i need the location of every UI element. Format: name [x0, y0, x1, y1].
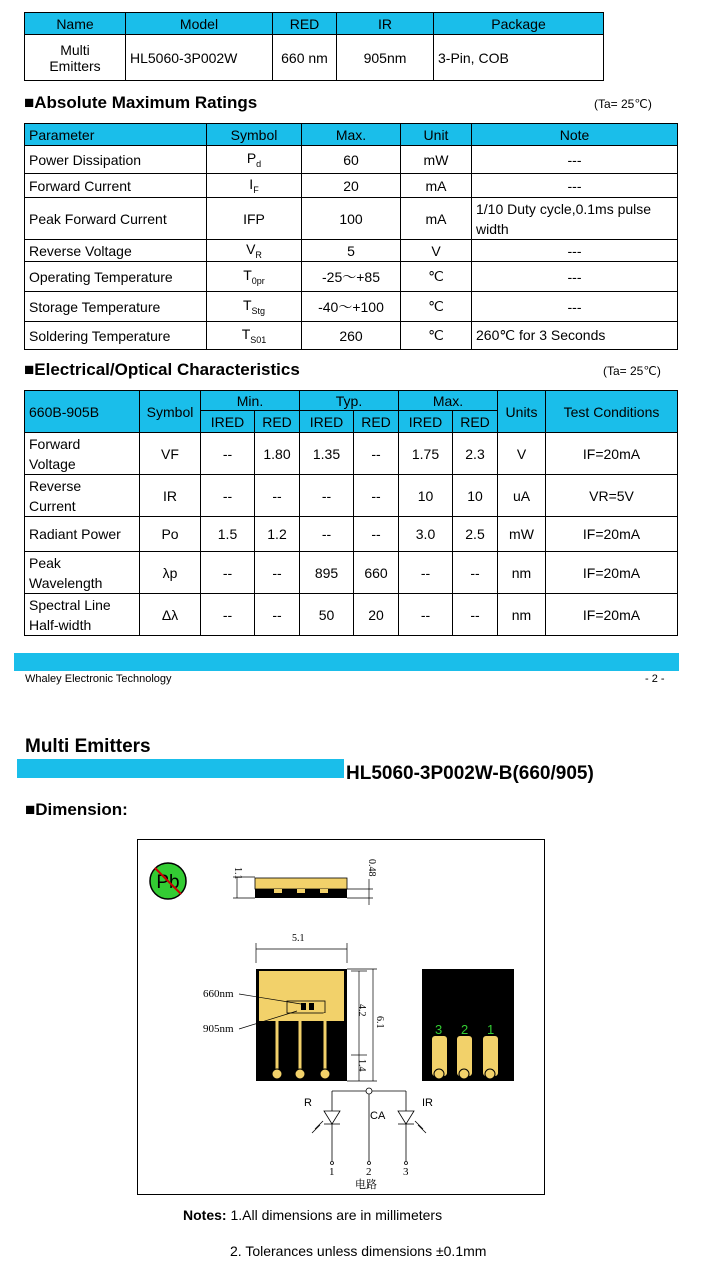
top-table — [24, 12, 604, 81]
amr-unit: mA — [401, 174, 472, 198]
amr-max: -25～+85 — [302, 262, 401, 292]
table-row — [25, 174, 678, 198]
back-pin-3: 3 — [435, 1022, 443, 1037]
page-heading: Multi Emitters — [25, 736, 151, 757]
eoc-symbol: Δλ — [140, 594, 201, 636]
dimension-drawing — [137, 839, 545, 1195]
eoc-cond: IF=20mA — [546, 552, 678, 594]
eoc-value: -- — [354, 433, 399, 475]
eoc-header-max: Max. — [399, 391, 498, 411]
eoc-param — [25, 594, 140, 636]
amr-note: --- — [472, 262, 678, 292]
eoc-header-min: Min. — [201, 391, 300, 411]
eoc-sub-header: IRED — [300, 411, 354, 433]
amr-header-parameter: Parameter — [25, 124, 207, 146]
cell-name — [25, 35, 126, 81]
amr-max: 60 — [302, 146, 401, 174]
cell-ir: 905nm — [337, 35, 434, 81]
eoc-value: 10 — [453, 475, 498, 517]
eoc-value: 20 — [354, 594, 399, 636]
eoc-value: -- — [201, 552, 255, 594]
amr-symbol — [207, 174, 302, 198]
eoc-param — [25, 517, 140, 552]
eoc-param-line: Half-width — [29, 616, 92, 633]
amr-param: Storage Temperature — [25, 292, 207, 322]
amr-max: 20 — [302, 174, 401, 198]
eoc-corner: 660B-905B — [25, 391, 140, 433]
amr-header-note: Note — [472, 124, 678, 146]
footer-bar — [14, 653, 679, 671]
name-line2: Emitters — [49, 57, 101, 74]
amr-note: --- — [472, 240, 678, 262]
eoc-param-line: Radiant Power — [29, 526, 121, 542]
table-row — [25, 262, 678, 292]
amr-max: -40～+100 — [302, 292, 401, 322]
eoc-value: 10 — [399, 475, 453, 517]
amr-symbol — [207, 262, 302, 292]
eoc-ta: (Ta= 25℃) — [603, 364, 661, 378]
eoc-sub-header: RED — [453, 411, 498, 433]
eoc-param-line: Voltage — [29, 455, 76, 472]
eoc-value: -- — [255, 594, 300, 636]
amr-unit: mW — [401, 146, 472, 174]
amr-sub: S01 — [250, 334, 267, 345]
footer-company: Whaley Electronic Technology — [25, 673, 172, 685]
eoc-cond: IF=20mA — [546, 433, 678, 475]
amr-symbol — [207, 292, 302, 322]
circuit-pin-3: 3 — [403, 1166, 409, 1178]
circuit-label-ir: IR — [422, 1097, 433, 1109]
eoc-header-symbol: Symbol — [140, 391, 201, 433]
table-row — [25, 198, 678, 240]
circuit-caption: 电路 — [355, 1178, 377, 1191]
amr-unit: mA — [401, 198, 472, 240]
circuit-pin-1: 1 — [329, 1166, 335, 1178]
heading-bar — [17, 759, 344, 778]
amr-symbol — [207, 198, 302, 240]
eoc-value: 1.35 — [300, 433, 354, 475]
eoc-symbol: VF — [140, 433, 201, 475]
eoc-value: 1.5 — [201, 517, 255, 552]
amr-sym: T — [242, 297, 252, 314]
eoc-param-line: Reverse — [29, 477, 82, 494]
dimension-title: ■Dimension: — [25, 800, 128, 819]
note-1 — [183, 1207, 442, 1223]
amr-header-unit: Unit — [401, 124, 472, 146]
eoc-value: -- — [201, 433, 255, 475]
eoc-value: 50 — [300, 594, 354, 636]
amr-sym: IFP — [243, 210, 265, 227]
eoc-param-line: Peak — [29, 554, 61, 571]
amr-unit: V — [401, 240, 472, 262]
circuit-label-r: R — [304, 1097, 312, 1109]
eoc-value: 2.3 — [453, 433, 498, 475]
amr-sym: T — [241, 326, 251, 343]
eoc-value: -- — [255, 552, 300, 594]
eoc-value: 1.75 — [399, 433, 453, 475]
eoc-value: -- — [300, 517, 354, 552]
circuit-pin-2: 2 — [366, 1166, 372, 1178]
amr-sub: Stg — [251, 305, 266, 316]
amr-note: --- — [472, 292, 678, 322]
amr-max: 260 — [302, 322, 401, 350]
amr-max: 5 — [302, 240, 401, 262]
amr-symbol — [207, 146, 302, 174]
amr-sub: F — [253, 184, 259, 195]
eoc-value: -- — [201, 594, 255, 636]
amr-unit: ℃ — [401, 262, 472, 292]
eoc-param-line: Forward — [29, 435, 81, 452]
eoc-table — [24, 390, 678, 636]
amr-header-max: Max. — [302, 124, 401, 146]
eoc-header-conditions: Test Conditions — [546, 391, 678, 433]
eoc-param — [25, 552, 140, 594]
amr-param: Operating Temperature — [25, 262, 207, 292]
amr-header-symbol: Symbol — [207, 124, 302, 146]
amr-sym: V — [246, 241, 256, 258]
cell-red: 660 nm — [273, 35, 337, 81]
model-title: HL5060-3P002W-B(660/905) — [346, 763, 594, 784]
amr-sym: T — [243, 267, 252, 284]
table-row — [25, 146, 678, 174]
back-pin-2: 2 — [461, 1022, 469, 1037]
name-line1: Multi — [60, 41, 90, 58]
back-view — [422, 969, 514, 1081]
cell-model: HL5060-3P002W — [126, 35, 273, 81]
cell-package: 3-Pin, COB — [434, 35, 604, 81]
amr-sym: I — [249, 176, 254, 193]
eoc-value: 660 — [354, 552, 399, 594]
note-1-text: 1.All dimensions are in millimeters — [226, 1207, 443, 1223]
header-model: Model — [126, 13, 273, 35]
amr-sub: d — [256, 158, 262, 169]
eoc-unit: nm — [498, 552, 546, 594]
eoc-param-line: Current — [29, 497, 76, 514]
dim-1-4: 1.4 — [356, 1059, 367, 1072]
amr-symbol — [207, 322, 302, 350]
dim-6-1: 6.1 — [374, 1016, 385, 1029]
back-pin-1: 1 — [487, 1022, 495, 1037]
dim-4-2: 4.2 — [356, 1004, 367, 1017]
eoc-value: -- — [354, 517, 399, 552]
note-2: 2. Tolerances unless dimensions ±0.1mm — [230, 1243, 487, 1259]
eoc-sub-header: RED — [354, 411, 399, 433]
eoc-header-units: Units — [498, 391, 546, 433]
amr-symbol — [207, 240, 302, 262]
eoc-symbol: Po — [140, 517, 201, 552]
eoc-value: -- — [453, 594, 498, 636]
pb-text: Pb — [156, 872, 180, 893]
amr-param: Power Dissipation — [25, 146, 207, 174]
label-905nm: 905nm — [203, 1023, 234, 1035]
header-ir: IR — [337, 13, 434, 35]
eoc-param — [25, 475, 140, 517]
eoc-value: -- — [354, 475, 399, 517]
eoc-symbol: λp — [140, 552, 201, 594]
amr-sym: P — [246, 150, 257, 167]
eoc-unit: nm — [498, 594, 546, 636]
header-package: Package — [434, 13, 604, 35]
eoc-param-line: Wavelength — [29, 574, 103, 591]
eoc-value: -- — [399, 594, 453, 636]
eoc-header-typ: Typ. — [300, 391, 399, 411]
amr-note: --- — [472, 146, 678, 174]
header-name: Name — [25, 13, 126, 35]
eoc-symbol: IR — [140, 475, 201, 517]
eoc-value: 1.80 — [255, 433, 300, 475]
table-row — [25, 517, 678, 552]
eoc-title: ■Electrical/Optical Characteristics — [24, 360, 300, 379]
eoc-unit: V — [498, 433, 546, 475]
circuit-label-ca: CA — [370, 1110, 386, 1122]
eoc-value: 2.5 — [453, 517, 498, 552]
eoc-value: -- — [255, 475, 300, 517]
eoc-sub-header: IRED — [399, 411, 453, 433]
footer-page-number: - 2 - — [645, 673, 665, 685]
eoc-sub-header: IRED — [201, 411, 255, 433]
eoc-param-line: Spectral Line — [29, 596, 111, 613]
eoc-value: -- — [453, 552, 498, 594]
notes-label: Notes: — [183, 1207, 227, 1223]
amr-sub: 0pr — [251, 275, 265, 286]
amr-param: Reverse Voltage — [25, 240, 207, 262]
eoc-unit: mW — [498, 517, 546, 552]
amr-unit: ℃ — [401, 292, 472, 322]
table-row — [25, 322, 678, 350]
eoc-unit: uA — [498, 475, 546, 517]
amr-param: Soldering Temperature — [25, 322, 207, 350]
header-red: RED — [273, 13, 337, 35]
table-row — [25, 292, 678, 322]
eoc-value: 3.0 — [399, 517, 453, 552]
eoc-value: 1.2 — [255, 517, 300, 552]
eoc-cond: VR=5V — [546, 475, 678, 517]
eoc-value: -- — [399, 552, 453, 594]
table-row — [25, 552, 678, 594]
dim-1-1: 1.1 — [232, 867, 243, 880]
label-660nm: 660nm — [203, 988, 234, 1000]
amr-note: 260℃ for 3 Seconds — [472, 322, 678, 350]
amr-max: 100 — [302, 198, 401, 240]
amr-param: Forward Current — [25, 174, 207, 198]
table-row — [25, 475, 678, 517]
amr-table — [24, 123, 678, 350]
eoc-cond: IF=20mA — [546, 517, 678, 552]
pb-free-icon — [150, 863, 186, 899]
amr-title: ■Absolute Maximum Ratings — [24, 93, 258, 112]
amr-param: Peak Forward Current — [25, 198, 207, 240]
amr-ta: (Ta= 25℃) — [594, 97, 652, 111]
table-row — [25, 240, 678, 262]
table-row — [25, 594, 678, 636]
dim-0-48: 0.48 — [366, 859, 377, 877]
eoc-value: -- — [201, 475, 255, 517]
eoc-value: 895 — [300, 552, 354, 594]
amr-sub: R — [255, 249, 262, 260]
eoc-sub-header: RED — [255, 411, 300, 433]
amr-unit: ℃ — [401, 322, 472, 350]
amr-note: 1/10 Duty cycle,0.1ms pulse width — [472, 198, 678, 240]
dim-5-1: 5.1 — [292, 933, 305, 944]
eoc-cond: IF=20mA — [546, 594, 678, 636]
eoc-param — [25, 433, 140, 475]
amr-note: --- — [472, 174, 678, 198]
table-row — [25, 433, 678, 475]
eoc-value: -- — [300, 475, 354, 517]
